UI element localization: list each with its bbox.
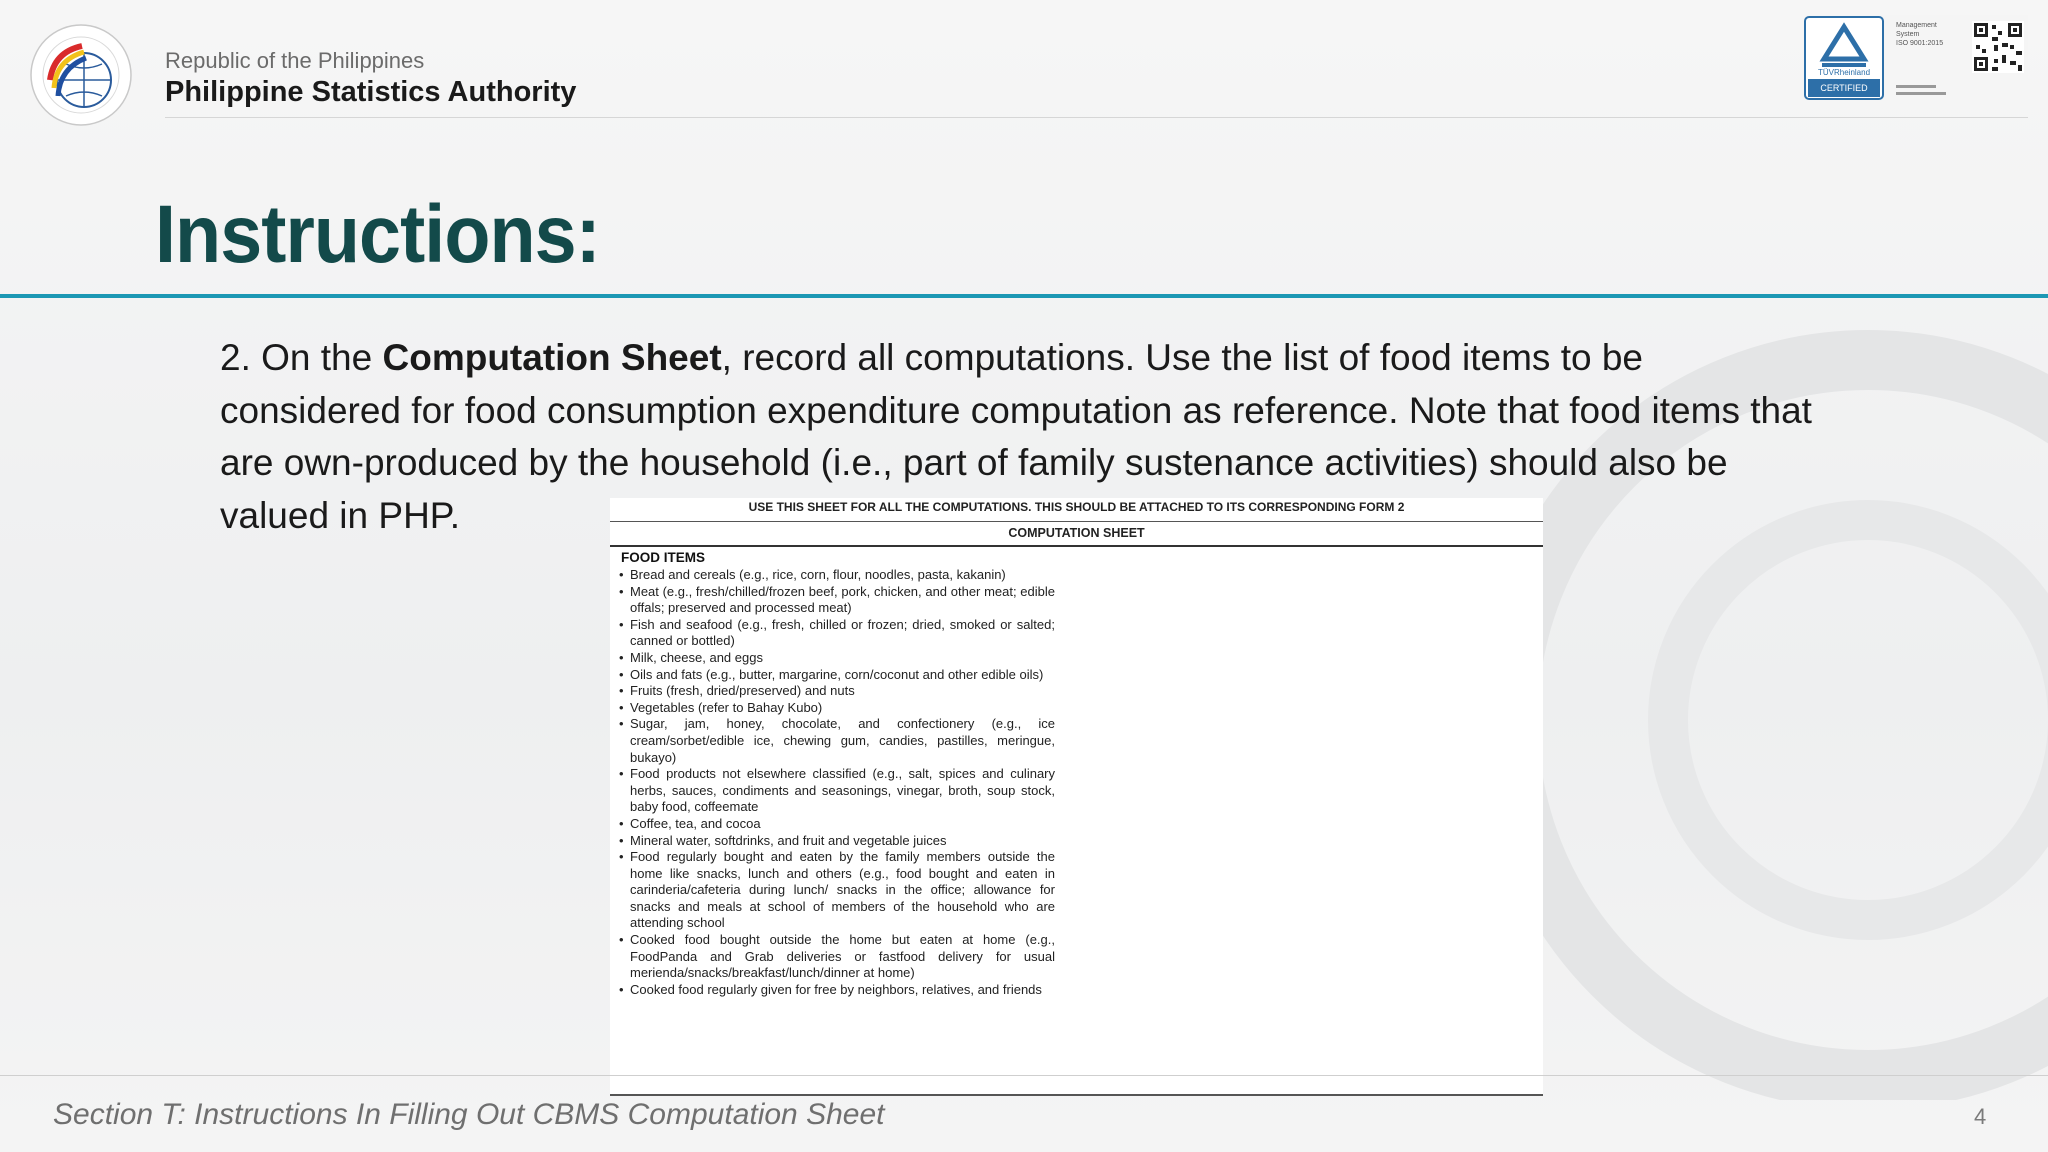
tuv-label: TÜVRheinland	[1817, 68, 1871, 77]
cert-line-3: ISO 9001:2015	[1896, 40, 1944, 47]
computation-sheet-image	[610, 498, 1543, 1096]
certified-label: CERTIFIED	[1820, 83, 1868, 93]
sheet-top-note: USE THIS SHEET FOR ALL THE COMPUTATIONS. THIS SHOULD BE ATTACHED TO ITS CORRESPONDING FORM 2	[748, 500, 1405, 514]
instruction-bold-term: Computation Sheet	[382, 337, 722, 378]
food-item: • Vegetables (refer to Bahay Kubo)	[619, 700, 1055, 717]
food-item: • Sugar, jam, honey, chocolate, and confectionery (e.g., ice cream/sorbet/edible ice, chewing gum, candies, pastilles, meringue, bukayo)	[619, 716, 1055, 766]
iso-certification-badge	[1804, 15, 2028, 103]
sheet-rule	[610, 545, 1543, 547]
org-name: Philippine Statistics Authority	[165, 76, 577, 108]
title-underline-rule	[0, 294, 2048, 298]
org-subtitle: Republic of the Philippines	[165, 48, 425, 73]
food-item: • Food regularly bought and eaten by the family members outside the home like snacks, lunch and others (e.g., food bought and eaten in carinderia/cafeteria during lunch/ snacks in the office; allowance for snacks and meals at school of members of the household who are attending school	[619, 849, 1055, 932]
slide-header	[0, 0, 2048, 120]
slide-title: Instructions:	[155, 189, 600, 280]
sheet-rule	[610, 1094, 1543, 1096]
food-item: • Oils and fats (e.g., butter, margarine, corn/coconut and other edible oils)	[619, 667, 1055, 684]
psa-logo-icon	[28, 22, 134, 128]
cert-line-2: System	[1896, 31, 1920, 38]
sheet-title: COMPUTATION SHEET	[1008, 526, 1145, 540]
food-items-list	[619, 567, 1055, 998]
sheet-rule	[610, 521, 1543, 522]
cert-line-1: Management	[1896, 22, 1937, 29]
food-item: • Food products not elsewhere classified (e.g., salt, spices and culinary herbs, sauces, condiments and seasonings, vinegar, broth, soup stock, baby food, coffeemate	[619, 766, 1055, 816]
page-number: 4	[1974, 1104, 1987, 1129]
footer-section-title: Section T: Instructions In Filling Out CBMS Computation Sheet	[53, 1098, 885, 1131]
food-item: • Mineral water, softdrinks, and fruit and vegetable juices	[619, 833, 1055, 850]
food-items-heading: FOOD ITEMS	[621, 550, 705, 565]
footer-divider	[0, 1075, 2048, 1076]
food-item: • Bread and cereals (e.g., rice, corn, flour, noodles, pasta, kakanin)	[619, 567, 1055, 584]
qr-code-icon	[1972, 21, 2024, 73]
instruction-prefix: 2. On the	[220, 337, 383, 378]
food-item: • Fish and seafood (e.g., fresh, chilled or frozen; dried, smoked or salted; canned or bottled)	[619, 617, 1055, 650]
food-item: • Fruits (fresh, dried/preserved) and nuts	[619, 683, 1055, 700]
food-item: • Meat (e.g., fresh/chilled/frozen beef, pork, chicken, and other meat; edible offals; preserved and processed meat)	[619, 584, 1055, 617]
food-item: • Milk, cheese, and eggs	[619, 650, 1055, 667]
instruction-suffix: , record all computations. Use the list of food items to be considered for food consumption expenditure computation as reference. Note that food items that are own-produced by the household (i.e., part of family sustenance activities) should also be valued in PHP.	[220, 337, 1812, 536]
food-item: • Coffee, tea, and cocoa	[619, 816, 1055, 833]
food-item: • Cooked food bought outside the home but eaten at home (e.g., FoodPanda and Grab deliveries or fastfood delivery for usual merienda/snacks/breakfast/lunch/dinner at home)	[619, 932, 1055, 982]
header-divider	[165, 117, 2028, 118]
food-item: • Cooked food regularly given for free by neighbors, relatives, and friends	[619, 982, 1055, 999]
